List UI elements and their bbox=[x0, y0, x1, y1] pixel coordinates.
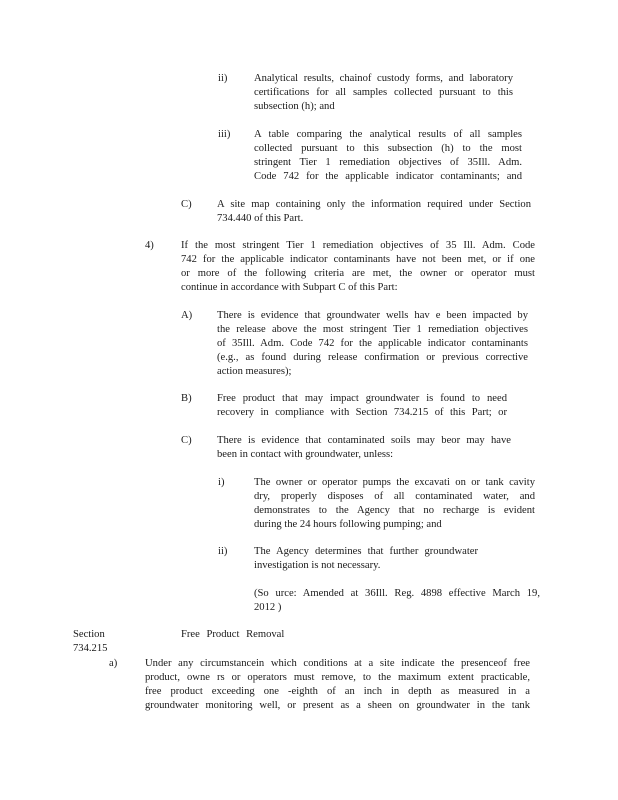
item-text bbox=[217, 434, 511, 462]
text-line: (e.g., as found during release confirmation or previous corrective bbox=[217, 352, 528, 363]
text-line: collected pursuant to this subsection (h) to the most bbox=[254, 143, 522, 154]
text-line: If the most stringent Tier 1 remediation objectives of 35 Ill. Adm. Code bbox=[181, 240, 535, 251]
item-text bbox=[254, 545, 478, 573]
text-line: been in contact with groundwater, unless: bbox=[217, 449, 394, 460]
item-label: iii) bbox=[218, 129, 231, 140]
item-label: 4) bbox=[145, 240, 154, 251]
text-line: Under any circumstancein which conditions at a site indicate the presenceof free bbox=[145, 658, 530, 669]
text-line: dry, properly disposes of all contaminated water, and bbox=[254, 491, 535, 502]
section-title bbox=[181, 628, 284, 642]
text-line: 734.440 of this Part. bbox=[217, 213, 304, 224]
text-line: A table comparing the analytical results of all samples bbox=[254, 129, 522, 140]
text-line: continue in accordance with Subpart C of this Part: bbox=[181, 282, 398, 293]
text-line: free product exceeding one -eighth of an inch in depth as measured in a bbox=[145, 686, 530, 697]
text-line: during the 24 hours following pumping; and bbox=[254, 519, 442, 530]
text-line: 742 for the applicable indicator contaminants have not been met, or if one bbox=[181, 254, 535, 265]
text-line: of 35Ill. Adm. Code 742 for the applicable indicator contaminants bbox=[217, 338, 528, 349]
text-line: The Agency determines that further groundwater bbox=[254, 546, 478, 557]
item-text bbox=[145, 657, 530, 713]
text-line: There is evidence that contaminated soils may beor may have bbox=[217, 435, 511, 446]
item-text bbox=[254, 476, 535, 532]
item-text bbox=[254, 128, 522, 184]
text-line: recovery in compliance with Section 734.215 of this Part; or bbox=[217, 407, 507, 418]
text-line: 2012 ) bbox=[254, 602, 282, 613]
text-line: demonstrates to the Agency that no recharge is evident bbox=[254, 505, 535, 516]
text-line: groundwater monitoring well, or present as a sheen on groundwater in the tank bbox=[145, 700, 530, 711]
item-label: C) bbox=[181, 435, 192, 446]
text-line: Free Product Removal bbox=[181, 629, 285, 640]
text-line: action measures); bbox=[217, 366, 292, 377]
source-note-text bbox=[254, 587, 540, 615]
item-text bbox=[217, 309, 528, 379]
item-text bbox=[217, 198, 531, 226]
text-line: certifications for all samples collected pursuant to this bbox=[254, 87, 513, 98]
item-text bbox=[217, 392, 507, 420]
text-line: Analytical results, chainof custody forms, and laboratory bbox=[254, 73, 513, 84]
text-line: investigation is not necessary. bbox=[254, 560, 381, 571]
text-line: or more of the following criteria are met, the owner or operator must bbox=[181, 268, 535, 279]
item-label: B) bbox=[181, 393, 192, 404]
item-text bbox=[254, 72, 513, 114]
item-label: ii) bbox=[218, 73, 228, 84]
item-label: ii) bbox=[218, 546, 228, 557]
section-number: Section 734.215 bbox=[73, 629, 108, 654]
text-line: product, owne rs or operators must remove, to the maximum extent practicable, bbox=[145, 672, 530, 683]
text-line: subsection (h); and bbox=[254, 101, 335, 112]
text-line: There is evidence that groundwater wells hav e been impacted by bbox=[217, 310, 528, 321]
item-text bbox=[181, 239, 535, 295]
text-line: Code 742 for the applicable indicator contaminants; and bbox=[254, 171, 522, 182]
text-line: stringent Tier 1 remediation objectives of 35Ill. Adm. bbox=[254, 157, 522, 168]
item-label: A) bbox=[181, 310, 193, 321]
item-label: C) bbox=[181, 199, 192, 210]
item-label: i) bbox=[218, 477, 225, 488]
text-line: the release above the most stringent Tier 1 remediation objectives bbox=[217, 324, 528, 335]
item-label: a) bbox=[109, 658, 118, 669]
text-line: Free product that may impact groundwater is found to need bbox=[217, 393, 507, 404]
text-line: The owner or operator pumps the excavati on or tank cavity bbox=[254, 477, 535, 488]
text-line: (So urce: Amended at 36Ill. Reg. 4898 effective March 19, bbox=[254, 588, 540, 599]
text-line: A site map containing only the information required under Section bbox=[217, 199, 531, 210]
